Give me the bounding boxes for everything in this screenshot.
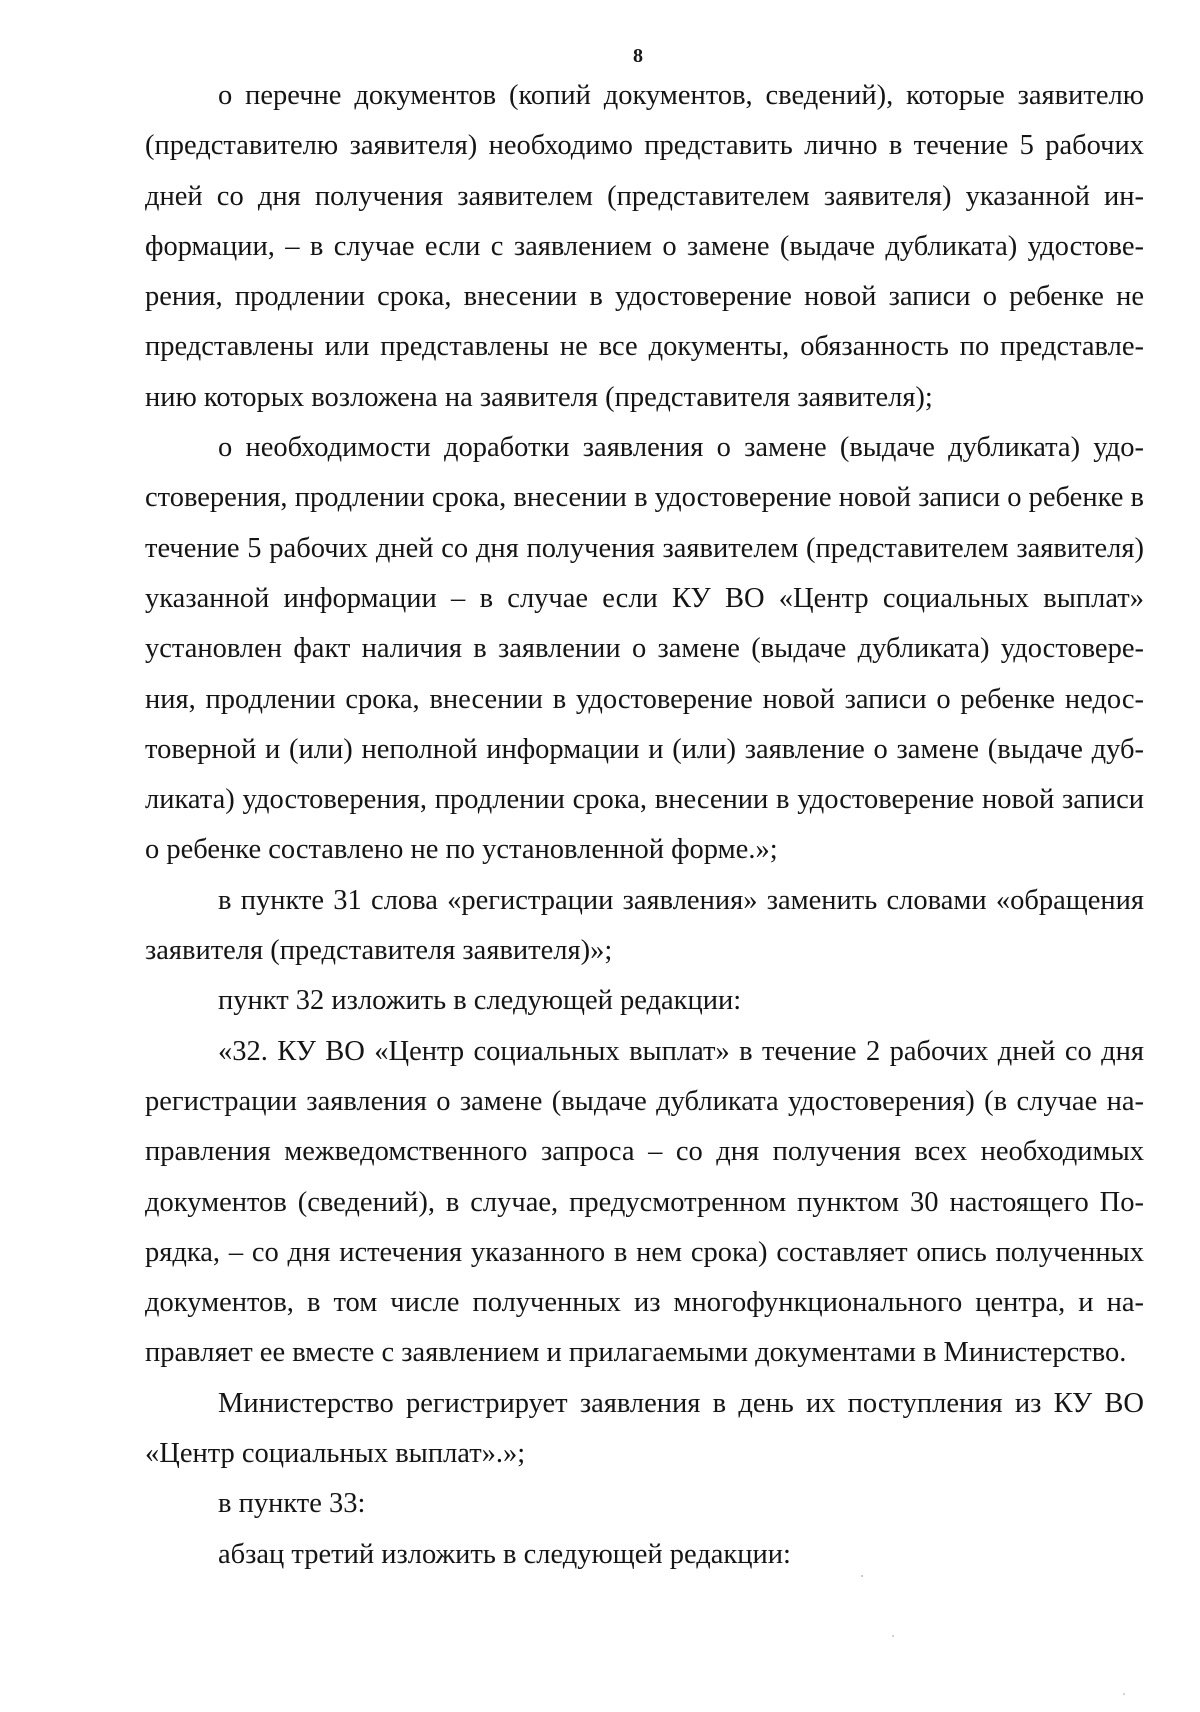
paragraph-revision-needed: о необходимости доработки заявления о замене (выдаче дубликата) удостоверения, продлении срока, внесении в удостоверение новой записи о ребенке в течение 5 рабочих дней со дня получения заявителем (представителем заявителя) указанной информации – в случае если КУ ВО «Центр социальных выплат» установлен факт наличия в заявлении о замене (выдаче дубликата) удостоверения, продлении срока, внесении в удостоверение новой записи о ребенке недостоверной и (или) неполной информации и (или) заявление о замене (выдаче дубликата) удостоверения, продлении срока, внесении в удостоверение новой записи о ребенке составлено не по установленной форме.»; (145, 432, 1144, 866)
paragraph-ministry-registers: Министерство регистрирует заявления в день их поступления из КУ ВО «Центр социальных выплат».»; (145, 1387, 1144, 1470)
paragraph-clause-32-intro: пункт 32 изложить в следующей редакции: (218, 985, 742, 1017)
document-body (145, 71, 1144, 1580)
page-number: 8 (633, 45, 643, 67)
paragraph-document-list-info: о перечне документов (копий документов, сведений), которые заявителю (представителю заявителя) необходимо представить лично в течение 5 рабочих дней со дня получения заявителем (представителем заявителя) указанной информации, – в случае если с заявлением о замене (выдаче дубликата) удостоверения, продлении срока, внесении в удостоверение новой записи о ребенке не представлены или представлены не все документы, обязанность по представлению которых возложена на заявителя (представителя заявителя); (145, 80, 1144, 413)
paragraph-third-subclause: абзац третий изложить в следующей редакции: (218, 1538, 791, 1570)
paragraph-clause-33: в пункте 33: (218, 1488, 366, 1520)
paragraph-clause-32-text: «32. КУ ВО «Центр социальных выплат» в течение 2 рабочих дней со дня регистрации заявления о замене (выдаче дубликата удостоверения) (в случае направления межведомственного запроса – со дня получения всех необходимых документов (сведений), в случае, предусмотренном пунктом 30 настоящего Порядка, – со дня истечения указанного в нем срока) составляет опись полученных документов, в том числе полученных из многофункционального центра, и направляет ее вместе с заявлением и прилагаемыми документами в Министерство. (145, 1035, 1144, 1369)
paragraph-clause-31: в пункте 31 слова «регистрации заявления» заменить словами «обращения заявителя (представителя заявителя)»; (145, 884, 1144, 967)
